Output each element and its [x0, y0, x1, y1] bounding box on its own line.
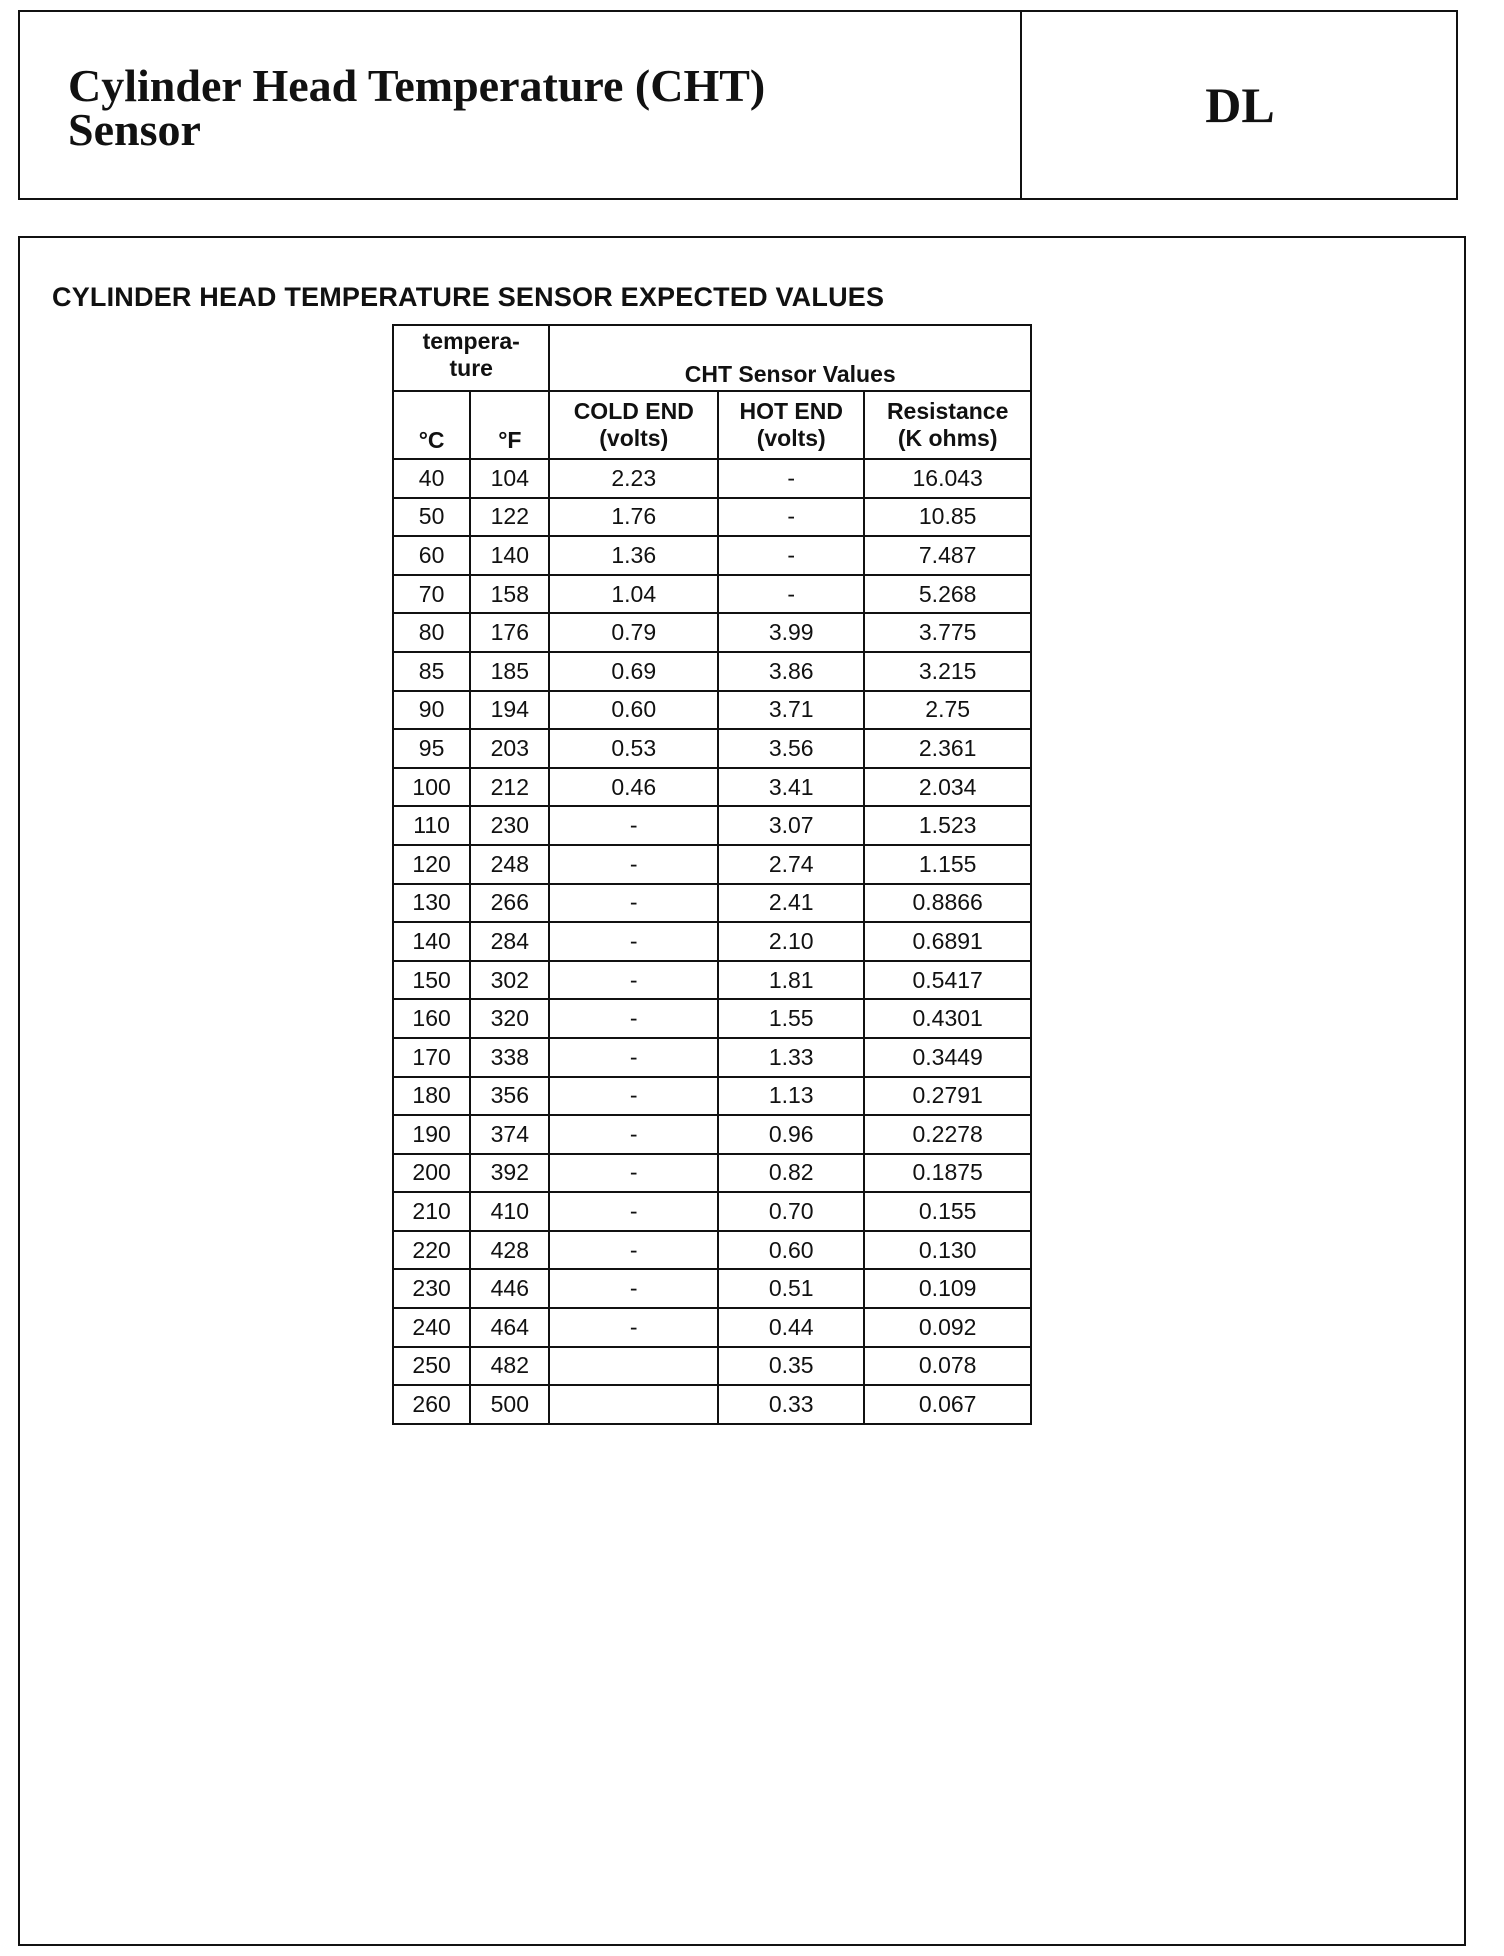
cell-celsius: 40 [393, 459, 470, 498]
cell-celsius: 190 [393, 1115, 470, 1154]
cell-hot-end: 0.33 [718, 1385, 864, 1424]
cell-cold-end: - [549, 922, 718, 961]
cell-hot-end: 3.71 [718, 691, 864, 730]
cell-cold-end: 1.04 [549, 575, 718, 614]
cell-fahrenheit: 212 [470, 768, 549, 807]
cell-celsius: 70 [393, 575, 470, 614]
cell-resistance: 0.8866 [864, 884, 1031, 923]
cell-cold-end: 0.79 [549, 613, 718, 652]
table-row [393, 498, 1031, 537]
cell-cold-end: - [549, 1038, 718, 1077]
cell-cold-end: - [549, 1077, 718, 1116]
cell-hot-end: 3.41 [718, 768, 864, 807]
cell-cold-end: - [549, 999, 718, 1038]
cell-hot-end: - [718, 536, 864, 575]
section-code: DL [1205, 77, 1275, 133]
table-row [393, 1154, 1031, 1193]
cell-celsius: 95 [393, 729, 470, 768]
cell-cold-end: - [549, 1154, 718, 1193]
cell-cold-end: - [549, 1115, 718, 1154]
cell-fahrenheit: 482 [470, 1347, 549, 1386]
cell-hot-end: - [718, 459, 864, 498]
fahrenheit-column-header: °F [470, 391, 549, 459]
cell-resistance: 0.092 [864, 1308, 1031, 1347]
cell-cold-end: 0.53 [549, 729, 718, 768]
cell-fahrenheit: 104 [470, 459, 549, 498]
cell-hot-end: - [718, 498, 864, 537]
cell-resistance: 1.523 [864, 806, 1031, 845]
table-row [393, 575, 1031, 614]
cell-cold-end: 2.23 [549, 459, 718, 498]
cell-cold-end: - [549, 1269, 718, 1308]
cell-hot-end: 2.10 [718, 922, 864, 961]
cell-hot-end: 2.74 [718, 845, 864, 884]
cell-cold-end: - [549, 1192, 718, 1231]
cell-resistance: 0.2791 [864, 1077, 1031, 1116]
cell-hot-end: 1.81 [718, 961, 864, 1000]
cell-cold-end: 0.60 [549, 691, 718, 730]
cell-fahrenheit: 158 [470, 575, 549, 614]
cell-hot-end: 3.07 [718, 806, 864, 845]
cell-resistance: 0.3449 [864, 1038, 1031, 1077]
cell-fahrenheit: 320 [470, 999, 549, 1038]
cell-resistance: 2.034 [864, 768, 1031, 807]
cell-celsius: 60 [393, 536, 470, 575]
cell-fahrenheit: 194 [470, 691, 549, 730]
cell-cold-end [549, 1385, 718, 1424]
table-row [393, 961, 1031, 1000]
cell-fahrenheit: 284 [470, 922, 549, 961]
table-row [393, 729, 1031, 768]
cell-cold-end: - [549, 1308, 718, 1347]
cell-fahrenheit: 374 [470, 1115, 549, 1154]
cell-fahrenheit: 185 [470, 652, 549, 691]
cell-celsius: 100 [393, 768, 470, 807]
table-row [393, 1077, 1031, 1116]
cell-resistance: 7.487 [864, 536, 1031, 575]
table-body [393, 459, 1031, 1424]
table-row [393, 1269, 1031, 1308]
temperature-group-header: tempera- ture [393, 325, 549, 391]
cell-cold-end: - [549, 961, 718, 1000]
table-row [393, 806, 1031, 845]
cell-resistance: 0.130 [864, 1231, 1031, 1270]
cell-resistance: 0.109 [864, 1269, 1031, 1308]
table-row [393, 845, 1031, 884]
cell-cold-end [549, 1347, 718, 1386]
cell-hot-end: 1.55 [718, 999, 864, 1038]
cell-resistance: 2.361 [864, 729, 1031, 768]
cell-resistance: 5.268 [864, 575, 1031, 614]
cell-cold-end: 0.46 [549, 768, 718, 807]
cell-celsius: 200 [393, 1154, 470, 1193]
table-row [393, 1231, 1031, 1270]
cell-cold-end: 1.76 [549, 498, 718, 537]
cell-fahrenheit: 140 [470, 536, 549, 575]
cell-hot-end: 0.96 [718, 1115, 864, 1154]
cell-resistance: 0.078 [864, 1347, 1031, 1386]
table-row [393, 1347, 1031, 1386]
table-row [393, 999, 1031, 1038]
cell-fahrenheit: 176 [470, 613, 549, 652]
cell-celsius: 210 [393, 1192, 470, 1231]
cell-celsius: 170 [393, 1038, 470, 1077]
cell-hot-end: 0.35 [718, 1347, 864, 1386]
sensor-values-group-header: CHT Sensor Values [549, 325, 1031, 391]
cell-hot-end: 0.44 [718, 1308, 864, 1347]
cell-celsius: 160 [393, 999, 470, 1038]
cell-celsius: 150 [393, 961, 470, 1000]
cell-resistance: 3.775 [864, 613, 1031, 652]
cell-hot-end: 0.51 [718, 1269, 864, 1308]
cell-celsius: 260 [393, 1385, 470, 1424]
table-row [393, 613, 1031, 652]
cell-celsius: 50 [393, 498, 470, 537]
cell-resistance: 0.2278 [864, 1115, 1031, 1154]
cell-resistance: 10.85 [864, 498, 1031, 537]
table-row [393, 1308, 1031, 1347]
table-row [393, 536, 1031, 575]
cell-celsius: 180 [393, 1077, 470, 1116]
cell-resistance: 1.155 [864, 845, 1031, 884]
table-row [393, 459, 1031, 498]
cell-fahrenheit: 392 [470, 1154, 549, 1193]
cell-celsius: 140 [393, 922, 470, 961]
document-header [18, 10, 1458, 200]
content-panel [18, 236, 1466, 1946]
cell-fahrenheit: 446 [470, 1269, 549, 1308]
document-title: Cylinder Head Temperature (CHT) Sensor [68, 60, 766, 155]
cell-cold-end: - [549, 884, 718, 923]
cell-hot-end: 0.82 [718, 1154, 864, 1193]
cell-fahrenheit: 428 [470, 1231, 549, 1270]
cell-fahrenheit: 122 [470, 498, 549, 537]
cell-resistance: 3.215 [864, 652, 1031, 691]
resistance-column-header: Resistance (K ohms) [864, 391, 1031, 459]
cell-fahrenheit: 500 [470, 1385, 549, 1424]
expected-values-table [392, 324, 1032, 1425]
cell-fahrenheit: 302 [470, 961, 549, 1000]
cell-celsius: 80 [393, 613, 470, 652]
cell-cold-end: 0.69 [549, 652, 718, 691]
cell-resistance: 0.6891 [864, 922, 1031, 961]
cell-hot-end: 1.13 [718, 1077, 864, 1116]
cell-celsius: 120 [393, 845, 470, 884]
table-row [393, 768, 1031, 807]
cell-hot-end: 3.56 [718, 729, 864, 768]
cell-resistance: 0.4301 [864, 999, 1031, 1038]
cell-resistance: 0.155 [864, 1192, 1031, 1231]
table-row [393, 652, 1031, 691]
cell-cold-end: - [549, 1231, 718, 1270]
cell-celsius: 90 [393, 691, 470, 730]
cell-fahrenheit: 248 [470, 845, 549, 884]
cell-resistance: 16.043 [864, 459, 1031, 498]
table-row [393, 1115, 1031, 1154]
cell-celsius: 250 [393, 1347, 470, 1386]
cell-resistance: 0.5417 [864, 961, 1031, 1000]
cell-celsius: 230 [393, 1269, 470, 1308]
cell-fahrenheit: 203 [470, 729, 549, 768]
cell-hot-end: 0.60 [718, 1231, 864, 1270]
cell-fahrenheit: 338 [470, 1038, 549, 1077]
cell-resistance: 2.75 [864, 691, 1031, 730]
table-row [393, 691, 1031, 730]
cell-hot-end: 0.70 [718, 1192, 864, 1231]
celsius-column-header: °C [393, 391, 470, 459]
cell-fahrenheit: 464 [470, 1308, 549, 1347]
cell-hot-end: 1.33 [718, 1038, 864, 1077]
cell-cold-end: - [549, 806, 718, 845]
section-heading: CYLINDER HEAD TEMPERATURE SENSOR EXPECTED VALUES [52, 282, 885, 312]
cell-hot-end: 2.41 [718, 884, 864, 923]
cell-celsius: 220 [393, 1231, 470, 1270]
cold-end-column-header: COLD END (volts) [549, 391, 718, 459]
cell-cold-end: - [549, 845, 718, 884]
table-row [393, 884, 1031, 923]
cell-fahrenheit: 266 [470, 884, 549, 923]
cell-fahrenheit: 356 [470, 1077, 549, 1116]
cell-hot-end: 3.86 [718, 652, 864, 691]
cell-fahrenheit: 410 [470, 1192, 549, 1231]
cell-resistance: 0.067 [864, 1385, 1031, 1424]
cell-cold-end: 1.36 [549, 536, 718, 575]
table-row [393, 1192, 1031, 1231]
cell-celsius: 85 [393, 652, 470, 691]
cell-resistance: 0.1875 [864, 1154, 1031, 1193]
cell-celsius: 110 [393, 806, 470, 845]
cell-celsius: 240 [393, 1308, 470, 1347]
table-row [393, 1385, 1031, 1424]
table-row [393, 922, 1031, 961]
cell-celsius: 130 [393, 884, 470, 923]
table-row [393, 1038, 1031, 1077]
cell-fahrenheit: 230 [470, 806, 549, 845]
cell-hot-end: 3.99 [718, 613, 864, 652]
hot-end-column-header: HOT END (volts) [718, 391, 864, 459]
cell-hot-end: - [718, 575, 864, 614]
